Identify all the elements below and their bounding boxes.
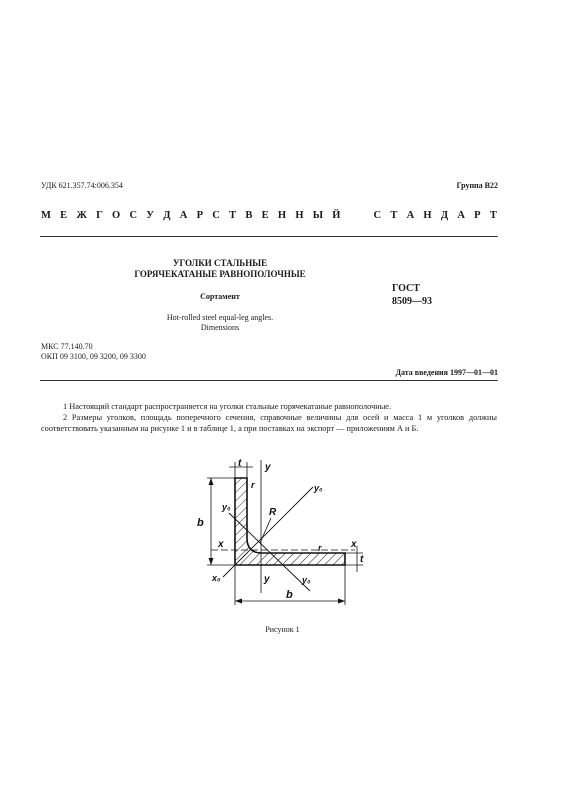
date-divider	[40, 380, 498, 381]
label-R: R	[269, 507, 277, 518]
label-y0-bottom: y₀	[302, 575, 311, 585]
interstate-standard-banner	[41, 210, 497, 221]
effective-date: Дата введения 1997—01—01	[395, 368, 498, 377]
label-b-vertical: b	[197, 517, 204, 529]
label-t-right: t	[360, 554, 364, 565]
angle-section-outline	[235, 478, 345, 565]
banner-letter: С	[212, 210, 220, 221]
label-y0-left: y₀	[222, 502, 231, 512]
label-x0: x₀	[212, 573, 221, 583]
angle-section-figure	[185, 458, 375, 608]
gost-number: 8509—93	[392, 296, 432, 307]
banner-letter: А	[179, 210, 188, 221]
banner-letter: В	[245, 210, 253, 221]
banner-letter: Й	[332, 210, 341, 221]
label-b-horizontal: b	[286, 589, 293, 601]
document-subtitle: Сортамент	[200, 292, 240, 301]
label-y0-top: y₀	[314, 483, 323, 493]
banner-letter: М	[41, 210, 51, 221]
label-t-top: t	[238, 458, 242, 469]
label-x-right: x	[351, 539, 357, 550]
header-divider	[40, 236, 498, 237]
banner-letter: Т	[229, 210, 237, 221]
banner-letter: С	[129, 210, 138, 221]
banner-letter: С	[373, 210, 382, 221]
banner-letter: О	[112, 210, 121, 221]
gost-label: ГОСТ	[392, 283, 420, 294]
label-r-top: r	[251, 480, 255, 490]
banner-letter: А	[406, 210, 415, 221]
english-title	[120, 313, 320, 333]
label-y-bottom: y	[264, 574, 270, 585]
banner-letter: Е	[261, 210, 269, 221]
document-title	[120, 258, 320, 280]
label-x-left: x	[218, 539, 224, 550]
banner-letter: Т	[489, 210, 497, 221]
label-y-top: y	[265, 462, 271, 473]
gost-number-block	[392, 282, 432, 308]
paragraph-1: 1 Настоящий стандарт распространяется на уголки стальные горячекатаные равнополочные.	[63, 402, 392, 411]
banner-letter: Н	[277, 210, 287, 221]
classification-codes	[41, 342, 146, 362]
paragraph-2: 2 Размеры уголков, площадь поперечного сечения, справочные величины для осей и масса 1 м уголков должны соответствовать указанным на рисунке 1 и в таблице 1, а при поставках на экспорт — приложениям А и Б.	[41, 413, 497, 433]
group-code: Группа В22	[456, 181, 498, 190]
banner-letter: Д	[440, 210, 449, 221]
banner-letter: Г	[96, 210, 103, 221]
udk-code: УДК 621.357.74:006.354	[41, 181, 123, 190]
banner-letter	[350, 210, 353, 221]
title-line-1: УГОЛКИ СТАЛЬНЫЕ	[172, 258, 268, 268]
english-title-line-2: Dimensions	[200, 323, 240, 332]
banner-letter: Н	[295, 210, 304, 221]
english-title-line-1: Hot-rolled steel equal-leg angles.	[166, 313, 274, 322]
banner-letter: Ж	[76, 210, 87, 221]
figure-caption: Рисунок 1	[265, 625, 300, 634]
title-line-2: ГОРЯЧЕКАТАНЫЕ РАВНОПОЛОЧНЫЕ	[134, 269, 306, 279]
banner-letter: Д	[163, 210, 171, 221]
okp-code: ОКП 09 3100, 09 3200, 09 3300	[41, 352, 146, 361]
label-r-bottom: r	[318, 543, 322, 553]
banner-letter: Н	[423, 210, 432, 221]
banner-letter: Р	[474, 210, 481, 221]
banner-letter: Е	[60, 210, 68, 221]
mks-code: МКС 77.140.70	[41, 342, 93, 351]
banner-letter: А	[457, 210, 465, 221]
banner-letter: У	[146, 210, 154, 221]
banner-letter: Т	[390, 210, 398, 221]
banner-letter: Р	[196, 210, 203, 221]
banner-letter: Ы	[312, 210, 324, 221]
banner-letter	[362, 210, 365, 221]
